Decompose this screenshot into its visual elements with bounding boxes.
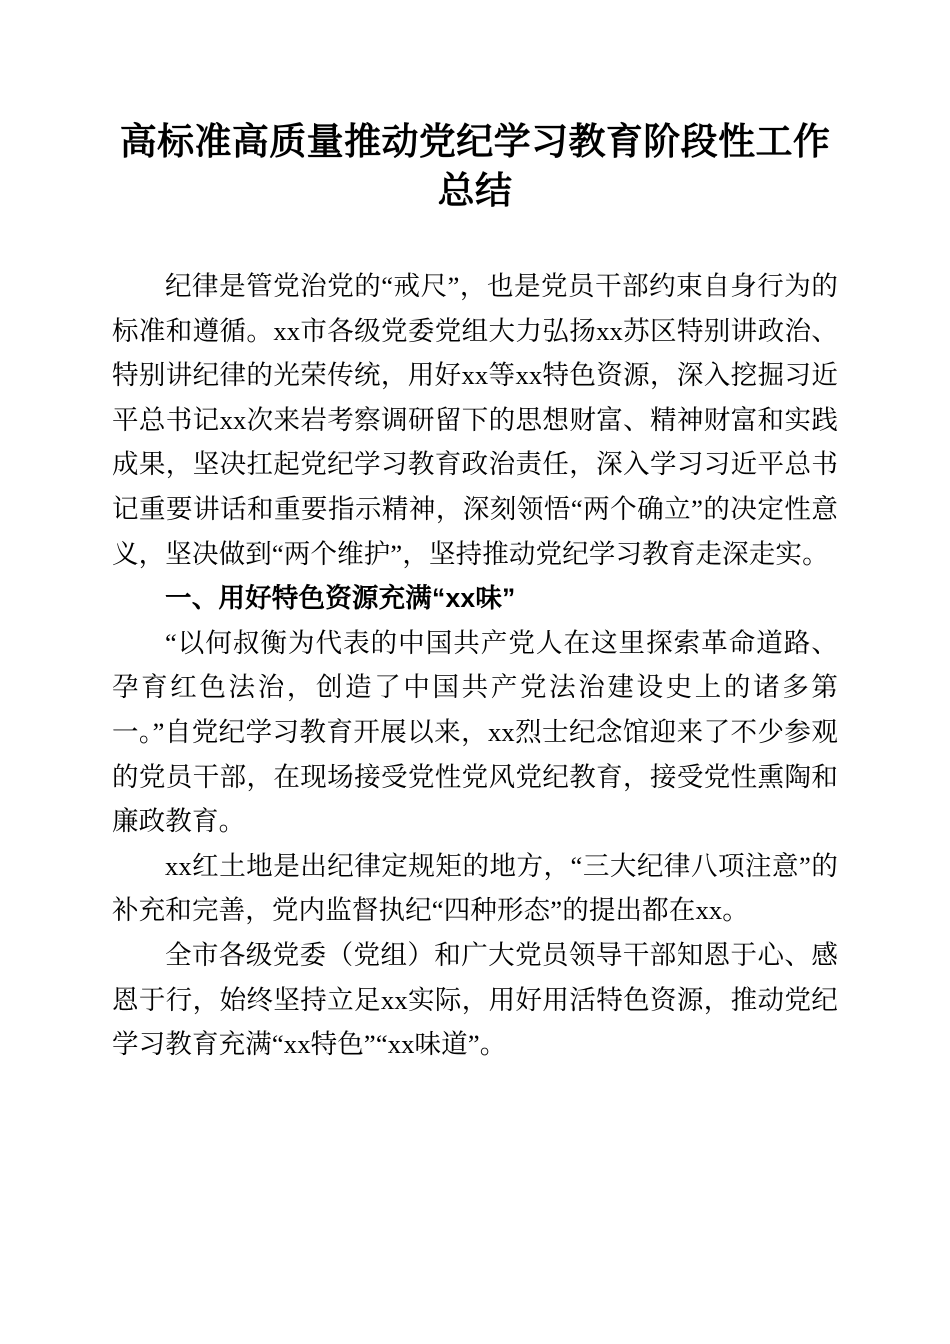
page-title: 高标准高质量推动党纪学习教育阶段性工作总结 [119,122,831,212]
document-body [112,264,838,1067]
paragraph-section1-c: 全市各级党委（党组）和广大党员领导干部知恩于心、感恩于行，始终坚持立足xx实际，用好用活特色资源，推动党纪学习教育充满“xx特色”“xx味道”。 [112,939,838,1060]
paragraph-section1-a: “以何叔衡为代表的中国共产党人在这里探索革命道路、孕育红色法治，创造了中国共产党法治建设史上的诸多第一。”自党纪学习教育开展以来，xx烈士纪念馆迎来了不少参观的党员干部，在现场接受党性党风党纪教育，接受党性熏陶和廉政教育。 [112,627,838,837]
paragraph-intro: 纪律是管党治党的“戒尺”，也是党员干部约束自身行为的标准和遵循。xx市各级党委党组大力弘扬xx苏区特别讲政治、特别讲纪律的光荣传统，用好xx等xx特色资源，深入挖掘习近平总书记xx次来岩考察调研留下的思想财富、精神财富和实践成果，坚决扛起党纪学习教育政治责任，深入学习习近平总书记重要讲话和重要指示精神，深刻领悟“两个确立”的决定性意义，坚决做到“两个维护”，坚持推动党纪学习教育走深走实。 [112,271,838,569]
paragraph-section1-b: xx红土地是出纪律定规矩的地方，“三大纪律八项注意”的补充和完善，党内监督执纪“四种形态”的提出都在xx。 [112,850,838,926]
section-heading-one: 一、用好特色资源充满“xx味” [165,583,516,614]
